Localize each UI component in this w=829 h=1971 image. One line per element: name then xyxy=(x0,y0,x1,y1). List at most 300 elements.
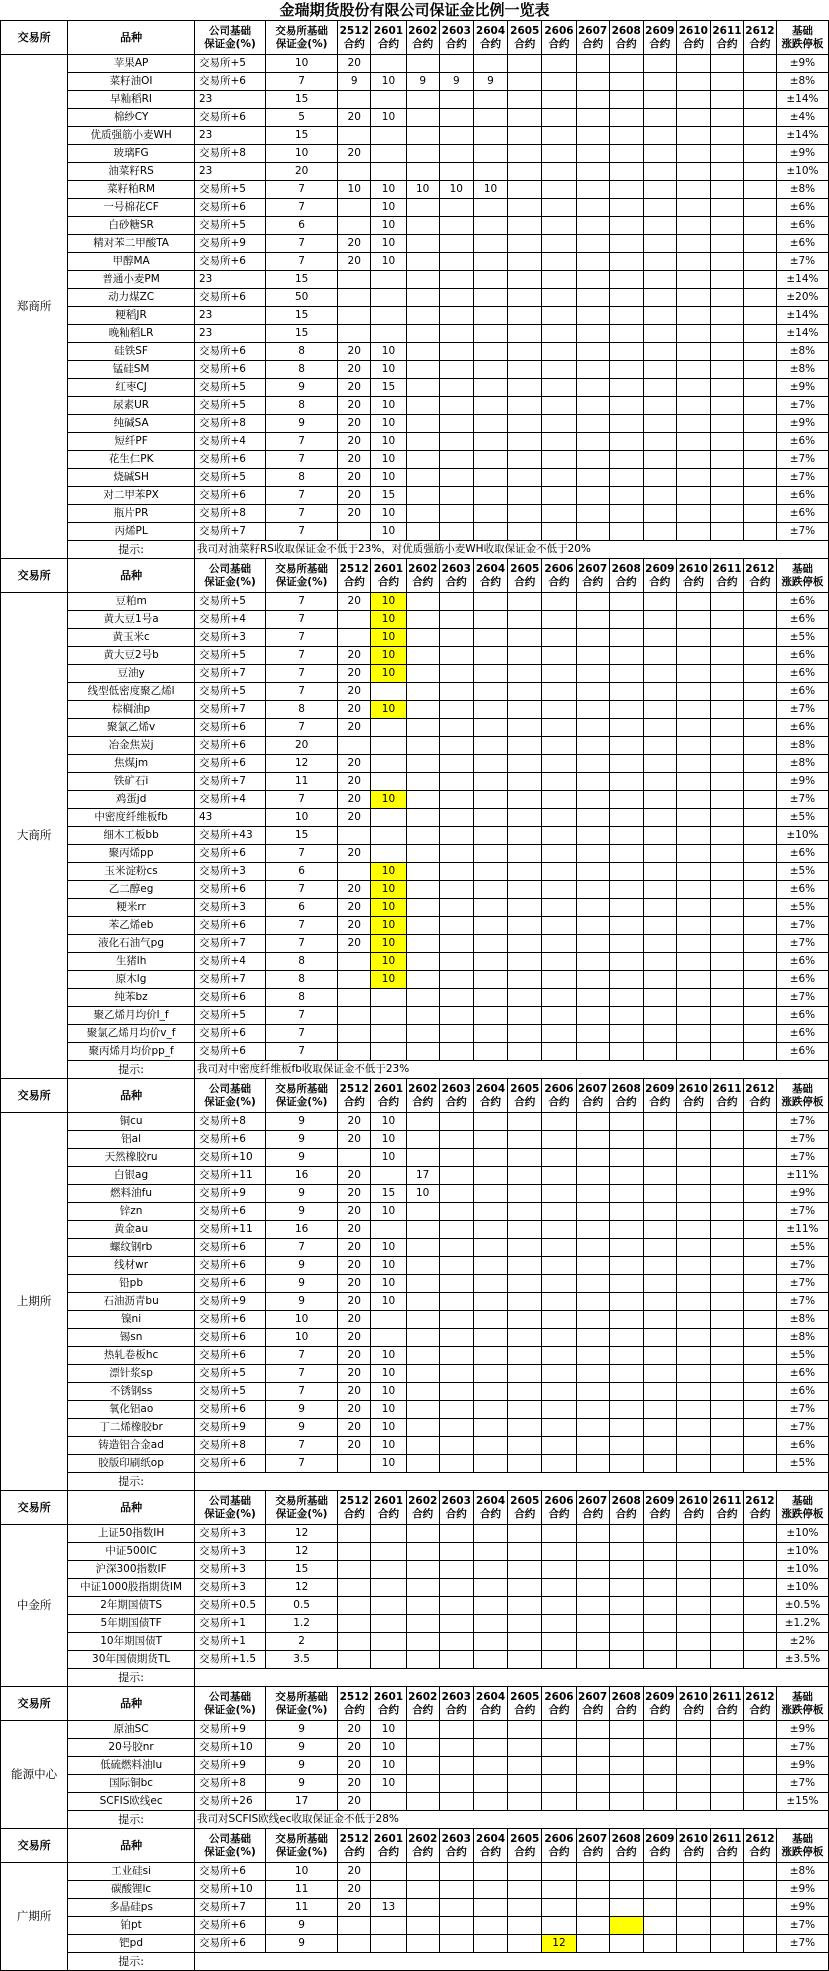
contract-margin-2606 xyxy=(542,773,576,791)
contract-margin-2608 xyxy=(609,271,643,289)
contract-margin-2512: 20 xyxy=(338,1185,371,1203)
contract-margin-2604 xyxy=(473,971,507,989)
price-limit: ±9% xyxy=(776,145,828,163)
contract-margin-2607 xyxy=(576,73,609,91)
contract-margin-2606 xyxy=(542,665,576,683)
contract-margin-2602 xyxy=(406,289,439,307)
price-limit: ±5% xyxy=(776,899,828,917)
header-contract-2601 xyxy=(371,559,407,593)
contract-margin-2607 xyxy=(576,1401,609,1419)
company-margin: 交易所+9 xyxy=(195,1419,266,1437)
header-contract-2602 xyxy=(406,1829,439,1863)
table-row xyxy=(1,953,829,971)
price-limit: ±7% xyxy=(776,1113,828,1131)
table-row xyxy=(1,683,829,701)
contract-margin-2611 xyxy=(710,719,743,737)
contract-margin-2603 xyxy=(439,755,473,773)
table-row xyxy=(1,1579,829,1597)
contract-margin-2606 xyxy=(542,755,576,773)
contract-margin-2611 xyxy=(710,415,743,433)
contract-margin-2612 xyxy=(743,109,776,127)
contract-margin-2512: 9 xyxy=(338,73,371,91)
contract-margin-2606 xyxy=(542,109,576,127)
product-name: 中证1000股指期货IM xyxy=(68,1579,195,1597)
contract-margin-2609 xyxy=(643,1543,676,1561)
contract-code: 2608 xyxy=(611,1832,641,1845)
contract-margin-2603 xyxy=(439,1633,473,1651)
contract-margin-2605 xyxy=(508,1615,542,1633)
header-contract-2604 xyxy=(473,1829,507,1863)
contract-margin-2611 xyxy=(710,271,743,289)
contract-margin-2611 xyxy=(710,1775,743,1793)
header-contract-2606 xyxy=(542,1491,576,1525)
contract-margin-2610 xyxy=(676,325,710,343)
contract-margin-2612 xyxy=(743,1419,776,1437)
contract-margin-2605 xyxy=(508,701,542,719)
product-name: 对二甲苯PX xyxy=(68,487,195,505)
note-row xyxy=(1,1061,829,1079)
contract-margin-2604 xyxy=(473,523,507,541)
contract-margin-2603 xyxy=(439,343,473,361)
contract-margin-2602 xyxy=(406,1615,439,1633)
note-text xyxy=(195,1953,829,1971)
company-margin: 23 xyxy=(195,127,266,145)
contract-margin-2605 xyxy=(508,127,542,145)
contract-margin-2610 xyxy=(676,917,710,935)
contract-margin-2512: 20 xyxy=(338,487,371,505)
contract-margin-2604 xyxy=(473,845,507,863)
contract-margin-2609 xyxy=(643,1113,676,1131)
contract-margin-2610 xyxy=(676,1043,710,1061)
contract-margin-2609 xyxy=(643,109,676,127)
contract-margin-2603 xyxy=(439,1543,473,1561)
contract-margin-2603 xyxy=(439,881,473,899)
header-product: 品种 xyxy=(68,1687,195,1721)
contract-margin-2606 xyxy=(542,1329,576,1347)
header-contract-2608 xyxy=(609,21,643,55)
contract-margin-2602 xyxy=(406,1793,439,1811)
contract-margin-2607 xyxy=(576,415,609,433)
contract-margin-2604 xyxy=(473,1597,507,1615)
price-limit: ±6% xyxy=(776,683,828,701)
table-row xyxy=(1,1437,829,1455)
contract-margin-2604 xyxy=(473,1365,507,1383)
contract-margin-2512: 20 xyxy=(338,361,371,379)
contract-margin-2609 xyxy=(643,415,676,433)
contract-margin-2604: 10 xyxy=(473,181,507,199)
contract-margin-2512: 20 xyxy=(338,593,371,611)
header-exchange: 交易所 xyxy=(1,1829,68,1863)
contract-margin-2601: 10 xyxy=(371,361,407,379)
contract-suffix: 合约 xyxy=(377,1507,399,1520)
contract-margin-2608 xyxy=(609,1793,643,1811)
contract-margin-2609 xyxy=(643,91,676,109)
contract-margin-2604 xyxy=(473,271,507,289)
contract-margin-2601: 10 xyxy=(371,1757,407,1775)
contract-margin-2607 xyxy=(576,1257,609,1275)
exchange-margin: 9 xyxy=(266,1419,338,1437)
company-margin: 交易所+10 xyxy=(195,1739,266,1757)
header-contract-2605 xyxy=(508,1079,542,1113)
header-contract-2608 xyxy=(609,1491,643,1525)
header-limit-line: 基础 xyxy=(791,1082,813,1095)
contract-margin-2610 xyxy=(676,881,710,899)
contract-margin-2603 xyxy=(439,1419,473,1437)
header-company-margin xyxy=(195,1079,266,1113)
contract-margin-2606 xyxy=(542,647,576,665)
contract-margin-2611 xyxy=(710,487,743,505)
contract-margin-2611 xyxy=(710,1525,743,1543)
company-margin: 交易所+6 xyxy=(195,755,266,773)
contract-margin-2608 xyxy=(609,1615,643,1633)
contract-margin-2610 xyxy=(676,469,710,487)
contract-margin-2602 xyxy=(406,145,439,163)
contract-margin-2605 xyxy=(508,971,542,989)
table-row xyxy=(1,1739,829,1757)
price-limit: ±7% xyxy=(776,917,828,935)
header-limit-line: 涨跌停板 xyxy=(781,575,824,588)
product-name: 燃料油fu xyxy=(68,1185,195,1203)
contract-margin-2603 xyxy=(439,1007,473,1025)
contract-margin-2611 xyxy=(710,1275,743,1293)
contract-margin-2601: 15 xyxy=(371,487,407,505)
contract-margin-2606 xyxy=(542,469,576,487)
price-limit: ±14% xyxy=(776,307,828,325)
company-margin: 43 xyxy=(195,809,266,827)
contract-code: 2610 xyxy=(678,1082,708,1095)
contract-margin-2512 xyxy=(338,127,371,145)
contract-margin-2606 xyxy=(542,1757,576,1775)
exchange-margin: 7 xyxy=(266,881,338,899)
contract-margin-2601 xyxy=(371,325,407,343)
contract-margin-2512 xyxy=(338,1633,371,1651)
header-company-margin xyxy=(195,1491,266,1525)
contract-margin-2607 xyxy=(576,1739,609,1757)
header-contract-2610 xyxy=(676,1079,710,1113)
contract-suffix: 合约 xyxy=(649,1507,671,1520)
contract-margin-2608 xyxy=(609,523,643,541)
header-contract-2603 xyxy=(439,1079,473,1113)
table-row xyxy=(1,1347,829,1365)
contract-margin-2608 xyxy=(609,773,643,791)
contract-margin-2512: 20 xyxy=(338,55,371,73)
contract-margin-2610 xyxy=(676,217,710,235)
contract-margin-2608 xyxy=(609,163,643,181)
header-exchange-margin xyxy=(266,1079,338,1113)
contract-margin-2603 xyxy=(439,701,473,719)
contract-margin-2610 xyxy=(676,629,710,647)
exchange-margin: 10 xyxy=(266,145,338,163)
contract-margin-2612 xyxy=(743,1293,776,1311)
contract-margin-2608 xyxy=(609,1899,643,1917)
contract-margin-2606 xyxy=(542,433,576,451)
contract-margin-2606 xyxy=(542,289,576,307)
contract-margin-2611 xyxy=(710,683,743,701)
contract-suffix: 合约 xyxy=(412,1095,434,1108)
product-name: 早籼稻RI xyxy=(68,91,195,109)
table-row xyxy=(1,1935,829,1953)
contract-margin-2612 xyxy=(743,1739,776,1757)
exchange-margin: 7 xyxy=(266,593,338,611)
contract-margin-2612 xyxy=(743,1935,776,1953)
contract-margin-2610 xyxy=(676,145,710,163)
note-row xyxy=(1,1953,829,1971)
header-contract-2512 xyxy=(338,1491,371,1525)
contract-margin-2610 xyxy=(676,1863,710,1881)
contract-margin-2607 xyxy=(576,379,609,397)
contract-margin-2608 xyxy=(609,1347,643,1365)
contract-margin-2611 xyxy=(710,1597,743,1615)
contract-margin-2605 xyxy=(508,1597,542,1615)
exchange-margin: 15 xyxy=(266,827,338,845)
contract-margin-2609 xyxy=(643,1863,676,1881)
product-name: 动力煤ZC xyxy=(68,289,195,307)
contract-margin-2606 xyxy=(542,1543,576,1561)
contract-code: 2603 xyxy=(441,1494,471,1507)
contract-suffix: 合约 xyxy=(615,1845,637,1858)
product-name: 乙二醇eg xyxy=(68,881,195,899)
contract-margin-2602 xyxy=(406,1293,439,1311)
contract-margin-2609 xyxy=(643,289,676,307)
contract-margin-2609 xyxy=(643,629,676,647)
contract-margin-2512 xyxy=(338,1007,371,1025)
contract-margin-2605 xyxy=(508,1935,542,1953)
contract-margin-2607 xyxy=(576,109,609,127)
contract-margin-2610 xyxy=(676,1543,710,1561)
contract-margin-2601: 10 xyxy=(371,1131,407,1149)
contract-margin-2610 xyxy=(676,1775,710,1793)
exchange-margin: 8 xyxy=(266,397,338,415)
contract-margin-2609 xyxy=(643,1293,676,1311)
contract-margin-2610 xyxy=(676,1329,710,1347)
product-name: 铝al xyxy=(68,1131,195,1149)
contract-margin-2610 xyxy=(676,791,710,809)
contract-margin-2602 xyxy=(406,1437,439,1455)
price-limit: ±6% xyxy=(776,433,828,451)
contract-margin-2608 xyxy=(609,1007,643,1025)
price-limit: ±0.5% xyxy=(776,1597,828,1615)
contract-margin-2603 xyxy=(439,1561,473,1579)
contract-margin-2604 xyxy=(473,1739,507,1757)
contract-margin-2605 xyxy=(508,1311,542,1329)
contract-margin-2606 xyxy=(542,163,576,181)
contract-margin-2606 xyxy=(542,1633,576,1651)
contract-margin-2601: 10 xyxy=(371,665,407,683)
price-limit: ±6% xyxy=(776,1025,828,1043)
contract-margin-2604 xyxy=(473,647,507,665)
contract-margin-2607 xyxy=(576,737,609,755)
contract-margin-2607 xyxy=(576,1293,609,1311)
exchange-margin: 7 xyxy=(266,235,338,253)
contract-margin-2608 xyxy=(609,989,643,1007)
contract-margin-2601 xyxy=(371,1311,407,1329)
contract-margin-2512: 20 xyxy=(338,145,371,163)
contract-margin-2607 xyxy=(576,127,609,145)
company-margin: 交易所+4 xyxy=(195,791,266,809)
contract-margin-2604 xyxy=(473,469,507,487)
contract-suffix: 合约 xyxy=(615,1095,637,1108)
contract-suffix: 合约 xyxy=(716,1095,738,1108)
contract-margin-2607 xyxy=(576,1329,609,1347)
contract-margin-2604 xyxy=(473,593,507,611)
contract-suffix: 合约 xyxy=(615,1507,637,1520)
contract-margin-2606 xyxy=(542,1149,576,1167)
table-row xyxy=(1,1525,829,1543)
contract-margin-2512 xyxy=(338,1455,371,1473)
contract-margin-2602 xyxy=(406,451,439,469)
contract-margin-2602 xyxy=(406,1383,439,1401)
contract-margin-2610 xyxy=(676,415,710,433)
table-row xyxy=(1,253,829,271)
table-row xyxy=(1,307,829,325)
price-limit: ±7% xyxy=(776,523,828,541)
contract-margin-2605 xyxy=(508,1721,542,1739)
contract-suffix: 合约 xyxy=(445,1507,467,1520)
table-row xyxy=(1,235,829,253)
contract-margin-2601 xyxy=(371,1881,407,1899)
product-name: 白砂糖SR xyxy=(68,217,195,235)
exchange-margin: 20 xyxy=(266,163,338,181)
contract-margin-2512 xyxy=(338,989,371,1007)
header-contract-2604 xyxy=(473,1687,507,1721)
contract-margin-2607 xyxy=(576,145,609,163)
contract-code: 2611 xyxy=(712,1690,742,1703)
contract-margin-2608 xyxy=(609,1221,643,1239)
contract-margin-2611 xyxy=(710,1113,743,1131)
header-company-margin-line: 保证金(%) xyxy=(204,1845,256,1858)
contract-margin-2606 xyxy=(542,935,576,953)
contract-suffix: 合约 xyxy=(514,37,536,50)
contract-margin-2603 xyxy=(439,665,473,683)
contract-code: 2512 xyxy=(339,1832,369,1845)
contract-margin-2608 xyxy=(609,1419,643,1437)
contract-margin-2612 xyxy=(743,971,776,989)
contract-margin-2604 xyxy=(473,773,507,791)
contract-margin-2608 xyxy=(609,253,643,271)
product-name: 铁矿石i xyxy=(68,773,195,791)
contract-margin-2606 xyxy=(542,971,576,989)
contract-margin-2607 xyxy=(576,469,609,487)
exchange-margin: 3.5 xyxy=(266,1651,338,1669)
company-margin: 交易所+6 xyxy=(195,1239,266,1257)
contract-suffix: 合约 xyxy=(548,1507,570,1520)
contract-margin-2603 xyxy=(439,1793,473,1811)
contract-margin-2608 xyxy=(609,1329,643,1347)
contract-margin-2512 xyxy=(338,1043,371,1061)
contract-code: 2607 xyxy=(577,24,608,37)
contract-margin-2609 xyxy=(643,935,676,953)
contract-code: 2604 xyxy=(475,1832,506,1845)
table-row xyxy=(1,827,829,845)
contract-margin-2608 xyxy=(609,55,643,73)
product-name: 不锈钢ss xyxy=(68,1383,195,1401)
table-row xyxy=(1,55,829,73)
header-company-margin-line: 保证金(%) xyxy=(204,37,256,50)
contract-margin-2610 xyxy=(676,1275,710,1293)
contract-margin-2512: 20 xyxy=(338,935,371,953)
contract-margin-2609 xyxy=(643,1365,676,1383)
contract-margin-2610 xyxy=(676,1935,710,1953)
header-limit xyxy=(776,1829,828,1863)
table-row xyxy=(1,1185,829,1203)
table-row xyxy=(1,181,829,199)
header-limit-line: 涨跌停板 xyxy=(781,1095,824,1108)
contract-margin-2604 xyxy=(473,55,507,73)
table-row xyxy=(1,397,829,415)
contract-margin-2604 xyxy=(473,935,507,953)
product-name: 多晶硅ps xyxy=(68,1899,195,1917)
price-limit: ±7% xyxy=(776,989,828,1007)
contract-margin-2604 xyxy=(473,1383,507,1401)
contract-margin-2606 xyxy=(542,1401,576,1419)
contract-margin-2512: 20 xyxy=(338,1757,371,1775)
contract-margin-2612 xyxy=(743,1597,776,1615)
contract-margin-2601: 10 xyxy=(371,971,407,989)
contract-margin-2607 xyxy=(576,1131,609,1149)
contract-margin-2604 xyxy=(473,505,507,523)
exchange-margin: 15 xyxy=(266,91,338,109)
company-margin: 交易所+3 xyxy=(195,1525,266,1543)
contract-margin-2612 xyxy=(743,701,776,719)
contract-margin-2608 xyxy=(609,1863,643,1881)
contract-margin-2610 xyxy=(676,1185,710,1203)
contract-margin-2602 xyxy=(406,989,439,1007)
header-contract-2612 xyxy=(743,1687,776,1721)
contract-margin-2612 xyxy=(743,629,776,647)
contract-code: 2512 xyxy=(339,1494,369,1507)
contract-margin-2602 xyxy=(406,433,439,451)
price-limit: ±6% xyxy=(776,199,828,217)
contract-margin-2612 xyxy=(743,379,776,397)
contract-margin-2612 xyxy=(743,665,776,683)
table-row xyxy=(1,127,829,145)
contract-margin-2607 xyxy=(576,55,609,73)
contract-margin-2608 xyxy=(609,1185,643,1203)
note-text: 我司对油菜籽RS收取保证金不低于23%，对优质强筋小麦WH收取保证金不低于20% xyxy=(195,541,829,559)
exchange-margin: 7 xyxy=(266,253,338,271)
contract-margin-2512 xyxy=(338,1543,371,1561)
company-margin: 交易所+7 xyxy=(195,971,266,989)
contract-margin-2605 xyxy=(508,343,542,361)
contract-margin-2512 xyxy=(338,1917,371,1935)
contract-margin-2610 xyxy=(676,253,710,271)
contract-margin-2603 xyxy=(439,971,473,989)
contract-margin-2605 xyxy=(508,1419,542,1437)
contract-margin-2606 xyxy=(542,1131,576,1149)
table-row xyxy=(1,1275,829,1293)
company-margin: 交易所+6 xyxy=(195,361,266,379)
contract-margin-2602 xyxy=(406,1401,439,1419)
price-limit: ±7% xyxy=(776,791,828,809)
contract-code: 2609 xyxy=(645,1494,675,1507)
header-contract-2602 xyxy=(406,1687,439,1721)
contract-margin-2601 xyxy=(371,91,407,109)
contract-margin-2611 xyxy=(710,1149,743,1167)
exchange-margin: 8 xyxy=(266,361,338,379)
contract-margin-2611 xyxy=(710,1043,743,1061)
note-row xyxy=(1,541,829,559)
price-limit: ±5% xyxy=(776,629,828,647)
contract-margin-2604 xyxy=(473,665,507,683)
exchange-margin: 7 xyxy=(266,1025,338,1043)
product-name: 胶版印刷纸op xyxy=(68,1455,195,1473)
contract-margin-2512: 20 xyxy=(338,1167,371,1185)
contract-margin-2606 xyxy=(542,593,576,611)
contract-margin-2607 xyxy=(576,523,609,541)
contract-code: 2610 xyxy=(678,24,708,37)
contract-margin-2606 xyxy=(542,307,576,325)
company-margin: 交易所+3 xyxy=(195,1561,266,1579)
